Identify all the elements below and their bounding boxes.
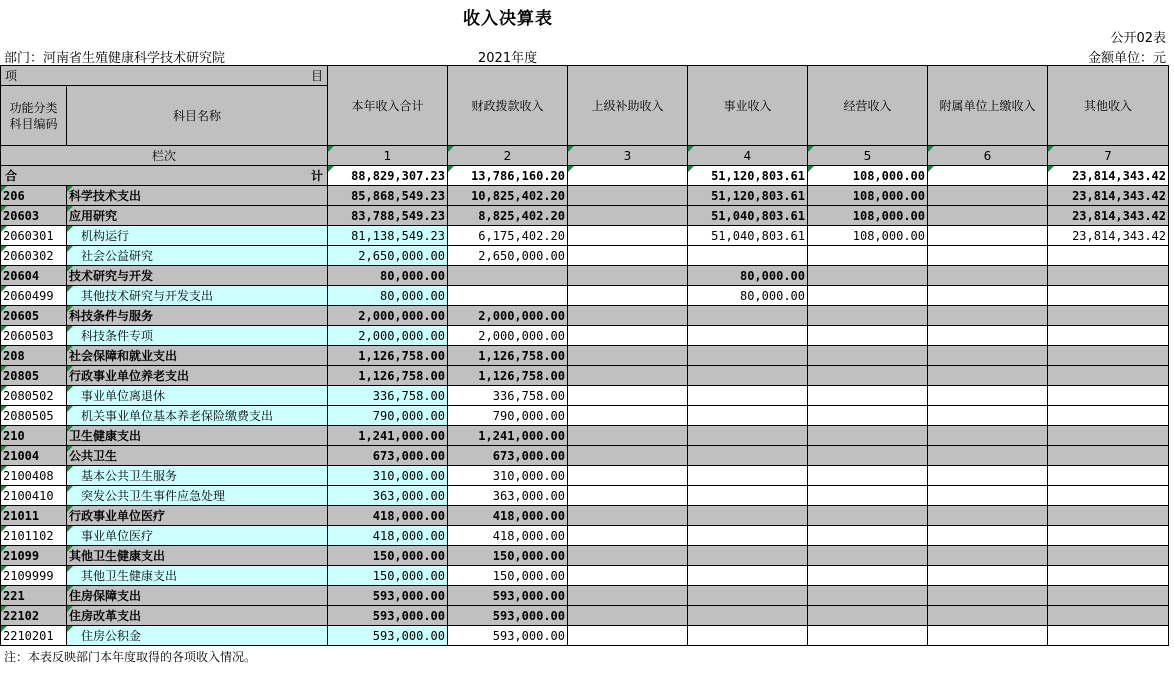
row-value-col-7: [1048, 546, 1169, 566]
row-value-col-6: [928, 626, 1048, 646]
row-value-col-3: [568, 486, 688, 506]
row-value-col-6: [928, 386, 1048, 406]
row-value-col-6: [928, 246, 1048, 266]
row-name: 事业单位医疗: [67, 526, 328, 546]
row-value-col-2: 1,126,758.00: [448, 346, 568, 366]
form-id: 公开02表: [1110, 31, 1166, 46]
row-value-col-6: [928, 346, 1048, 366]
row-value-col-3: [568, 406, 688, 426]
table-row: [1, 266, 1169, 286]
row-value-col-1: 150,000.00: [328, 546, 448, 566]
col-num-6: 6: [928, 146, 1048, 166]
row-value-col-6: [928, 506, 1048, 526]
row-value-col-4: 51,120,803.61: [688, 186, 808, 206]
row-code: 2060499: [1, 286, 67, 306]
row-value-col-5: [808, 386, 928, 406]
mu-label: 目: [310, 69, 323, 83]
row-value-col-4: [688, 526, 808, 546]
row-value-col-7: [1048, 426, 1169, 446]
row-value-col-3: [568, 526, 688, 546]
row-value-col-6: [928, 286, 1048, 306]
row-value-col-3: [568, 346, 688, 366]
table-row: [1, 386, 1169, 406]
row-value-col-2: 1,126,758.00: [448, 366, 568, 386]
row-value-col-1: 1,126,758.00: [328, 366, 448, 386]
total-left: 合: [5, 169, 18, 183]
row-value-col-7: [1048, 286, 1169, 306]
row-value-col-3: [568, 626, 688, 646]
table-row: [1, 506, 1169, 526]
row-name: 公共卫生: [67, 446, 328, 466]
row-value-col-6: [928, 306, 1048, 326]
row-code: 2109999: [1, 566, 67, 586]
row-value-col-4: 80,000.00: [688, 266, 808, 286]
row-value-col-2: 2,000,000.00: [448, 326, 568, 346]
row-value-col-4: [688, 626, 808, 646]
department-label: 部门：河南省生殖健康科学技术研究院: [4, 51, 226, 66]
row-value-col-4: [688, 506, 808, 526]
row-value-col-5: [808, 566, 928, 586]
total-value-5: 108,000.00: [808, 166, 928, 186]
table-row: [1, 486, 1169, 506]
row-value-col-5: [808, 366, 928, 386]
table-row: [1, 366, 1169, 386]
row-value-col-2: 673,000.00: [448, 446, 568, 466]
row-name: 行政事业单位养老支出: [67, 366, 328, 386]
row-value-col-5: [808, 246, 928, 266]
report-title: 收入决算表: [463, 9, 553, 29]
row-value-col-5: [808, 286, 928, 306]
row-value-col-2: 150,000.00: [448, 566, 568, 586]
row-code: 2060302: [1, 246, 67, 266]
row-value-col-4: [688, 466, 808, 486]
row-value-col-2: [448, 286, 568, 306]
footnote: 注：本表反映部门本年度取得的各项收入情况。: [4, 650, 257, 664]
table-row: [1, 226, 1169, 246]
col-header-3: 上级补助收入: [568, 66, 688, 146]
row-name: 技术研究与开发: [67, 266, 328, 286]
table-row: [1, 526, 1169, 546]
row-value-col-5: 108,000.00: [808, 226, 928, 246]
row-value-col-7: [1048, 606, 1169, 626]
row-value-col-1: 1,126,758.00: [328, 346, 448, 366]
row-value-col-6: [928, 606, 1048, 626]
row-value-col-5: [808, 546, 928, 566]
row-value-col-7: [1048, 586, 1169, 606]
row-name: 社会保障和就业支出: [67, 346, 328, 366]
xiang-mu-header: [1, 66, 328, 86]
col-header-1: 本年收入合计: [328, 66, 448, 146]
row-value-col-1: 2,000,000.00: [328, 306, 448, 326]
row-value-col-3: [568, 446, 688, 466]
row-value-col-6: [928, 466, 1048, 486]
table-row: [1, 626, 1169, 646]
row-code: 20605: [1, 306, 67, 326]
row-value-col-6: [928, 426, 1048, 446]
col-num-5: 5: [808, 146, 928, 166]
row-name: 突发公共卫生事件应急处理: [67, 486, 328, 506]
row-name: 住房改革支出: [67, 606, 328, 626]
total-value-4: 51,120,803.61: [688, 166, 808, 186]
row-value-col-6: [928, 406, 1048, 426]
row-value-col-6: [928, 586, 1048, 606]
row-value-col-1: 310,000.00: [328, 466, 448, 486]
row-name: 基本公共卫生服务: [67, 466, 328, 486]
table-row: [1, 426, 1169, 446]
row-value-col-4: 80,000.00: [688, 286, 808, 306]
row-value-col-7: [1048, 306, 1169, 326]
row-value-col-4: [688, 426, 808, 446]
row-value-col-4: [688, 546, 808, 566]
row-value-col-6: [928, 446, 1048, 466]
row-value-col-6: [928, 326, 1048, 346]
row-value-col-2: 336,758.00: [448, 386, 568, 406]
row-code: 208: [1, 346, 67, 366]
row-value-col-4: [688, 366, 808, 386]
row-value-col-4: [688, 566, 808, 586]
row-code: 221: [1, 586, 67, 606]
row-value-col-3: [568, 266, 688, 286]
row-value-col-7: 23,814,343.42: [1048, 206, 1169, 226]
row-name: 应用研究: [67, 206, 328, 226]
row-value-col-5: [808, 306, 928, 326]
row-value-col-7: [1048, 446, 1169, 466]
row-value-col-2: 10,825,402.20: [448, 186, 568, 206]
row-value-col-5: [808, 266, 928, 286]
row-value-col-2: 418,000.00: [448, 506, 568, 526]
row-value-col-2: 1,241,000.00: [448, 426, 568, 446]
row-value-col-2: 2,650,000.00: [448, 246, 568, 266]
row-value-col-3: [568, 366, 688, 386]
row-value-col-2: 2,000,000.00: [448, 306, 568, 326]
row-value-col-3: [568, 306, 688, 326]
row-value-col-7: [1048, 326, 1169, 346]
row-name: 科技条件专项: [67, 326, 328, 346]
row-code: 2101102: [1, 526, 67, 546]
row-value-col-3: [568, 226, 688, 246]
row-code: 21004: [1, 446, 67, 466]
row-name: 事业单位离退休: [67, 386, 328, 406]
total-value-6: [928, 166, 1048, 186]
row-value-col-6: [928, 226, 1048, 246]
table-row: [1, 286, 1169, 306]
col-header-4: 事业收入: [688, 66, 808, 146]
row-code: 2100408: [1, 466, 67, 486]
col-num-3: 3: [568, 146, 688, 166]
row-value-col-2: 8,825,402.20: [448, 206, 568, 226]
row-value-col-4: [688, 326, 808, 346]
row-value-col-2: 593,000.00: [448, 586, 568, 606]
row-value-col-6: [928, 566, 1048, 586]
row-value-col-1: 593,000.00: [328, 586, 448, 606]
row-value-col-5: 108,000.00: [808, 206, 928, 226]
row-value-col-2: 418,000.00: [448, 526, 568, 546]
row-value-col-7: [1048, 246, 1169, 266]
row-value-col-7: [1048, 506, 1169, 526]
row-code: 210: [1, 426, 67, 446]
row-name: 住房保障支出: [67, 586, 328, 606]
row-value-col-3: [568, 246, 688, 266]
row-value-col-6: [928, 366, 1048, 386]
fiscal-year: 2021年度: [478, 51, 538, 66]
row-value-col-7: [1048, 266, 1169, 286]
row-name: 其他卫生健康支出: [67, 546, 328, 566]
name-header: 科目名称: [67, 86, 328, 146]
row-value-col-2: 593,000.00: [448, 606, 568, 626]
row-value-col-7: 23,814,343.42: [1048, 186, 1169, 206]
row-value-col-7: [1048, 566, 1169, 586]
xiang-label: 项: [5, 69, 18, 83]
row-value-col-3: [568, 386, 688, 406]
row-value-col-1: 80,000.00: [328, 286, 448, 306]
row-name: 其他卫生健康支出: [67, 566, 328, 586]
row-value-col-1: 2,650,000.00: [328, 246, 448, 266]
row-value-col-5: [808, 466, 928, 486]
currency-unit: 金额单位：元: [1087, 51, 1166, 66]
row-code: 22102: [1, 606, 67, 626]
total-value-3: [568, 166, 688, 186]
row-value-col-4: 51,040,803.61: [688, 206, 808, 226]
row-value-col-7: [1048, 626, 1169, 646]
row-value-col-5: [808, 326, 928, 346]
total-value-1: 88,829,307.23: [328, 166, 448, 186]
row-value-col-1: 80,000.00: [328, 266, 448, 286]
row-value-col-2: 150,000.00: [448, 546, 568, 566]
row-name: 科学技术支出: [67, 186, 328, 206]
row-value-col-3: [568, 586, 688, 606]
row-value-col-4: [688, 246, 808, 266]
row-value-col-6: [928, 186, 1048, 206]
table-row: [1, 606, 1169, 626]
row-value-col-1: 2,000,000.00: [328, 326, 448, 346]
income-table: [0, 65, 1169, 646]
row-name: 社会公益研究: [67, 246, 328, 266]
row-value-col-1: 83,788,549.23: [328, 206, 448, 226]
row-value-col-1: 81,138,549.23: [328, 226, 448, 246]
row-value-col-7: [1048, 366, 1169, 386]
table-row: [1, 406, 1169, 426]
row-value-col-3: [568, 506, 688, 526]
row-code: 206: [1, 186, 67, 206]
row-value-col-3: [568, 326, 688, 346]
total-right: 计: [310, 169, 323, 183]
row-name: 机关事业单位基本养老保险缴费支出: [67, 406, 328, 426]
row-value-col-3: [568, 566, 688, 586]
row-value-col-1: 790,000.00: [328, 406, 448, 426]
row-name: 科技条件与服务: [67, 306, 328, 326]
row-value-col-2: [448, 266, 568, 286]
row-value-col-6: [928, 486, 1048, 506]
row-name: 卫生健康支出: [67, 426, 328, 446]
col-header-2: 财政拨款收入: [448, 66, 568, 146]
row-value-col-5: [808, 446, 928, 466]
table-row: [1, 466, 1169, 486]
row-value-col-2: 790,000.00: [448, 406, 568, 426]
row-value-col-5: 108,000.00: [808, 186, 928, 206]
row-code: 21099: [1, 546, 67, 566]
row-value-col-3: [568, 206, 688, 226]
row-value-col-5: [808, 526, 928, 546]
row-value-col-2: 593,000.00: [448, 626, 568, 646]
row-value-col-5: [808, 606, 928, 626]
row-value-col-3: [568, 546, 688, 566]
row-value-col-4: [688, 486, 808, 506]
row-value-col-6: [928, 546, 1048, 566]
row-value-col-4: 51,040,803.61: [688, 226, 808, 246]
row-value-col-4: [688, 346, 808, 366]
row-value-col-1: 593,000.00: [328, 626, 448, 646]
row-code: 20604: [1, 266, 67, 286]
row-value-col-7: [1048, 406, 1169, 426]
row-value-col-2: 6,175,402.20: [448, 226, 568, 246]
row-value-col-3: [568, 286, 688, 306]
row-value-col-3: [568, 426, 688, 446]
row-code: 2080502: [1, 386, 67, 406]
row-value-col-5: [808, 406, 928, 426]
table-row: [1, 586, 1169, 606]
row-value-col-1: 593,000.00: [328, 606, 448, 626]
row-value-col-4: [688, 306, 808, 326]
row-value-col-1: 673,000.00: [328, 446, 448, 466]
row-code: 20603: [1, 206, 67, 226]
col-num-7: 7: [1048, 146, 1169, 166]
row-name: 住房公积金: [67, 626, 328, 646]
row-value-col-3: [568, 186, 688, 206]
row-value-col-4: [688, 386, 808, 406]
row-value-col-2: 310,000.00: [448, 466, 568, 486]
row-value-col-1: 418,000.00: [328, 506, 448, 526]
row-value-col-2: 363,000.00: [448, 486, 568, 506]
table-row: [1, 186, 1169, 206]
row-name: 行政事业单位医疗: [67, 506, 328, 526]
row-value-col-5: [808, 586, 928, 606]
row-value-col-1: 1,241,000.00: [328, 426, 448, 446]
col-header-6: 附属单位上缴收入: [928, 66, 1048, 146]
row-code: 2060503: [1, 326, 67, 346]
row-value-col-4: [688, 446, 808, 466]
table-row: [1, 566, 1169, 586]
row-value-col-3: [568, 466, 688, 486]
row-value-col-5: [808, 626, 928, 646]
table-row: [1, 246, 1169, 266]
col-num-1: 1: [328, 146, 448, 166]
table-row: [1, 346, 1169, 366]
total-label: [1, 166, 328, 186]
row-name: 机构运行: [67, 226, 328, 246]
row-value-col-6: [928, 266, 1048, 286]
row-value-col-5: [808, 346, 928, 366]
row-code: 2210201: [1, 626, 67, 646]
row-value-col-7: [1048, 346, 1169, 366]
row-value-col-7: 23,814,343.42: [1048, 226, 1169, 246]
table-row: [1, 546, 1169, 566]
row-value-col-3: [568, 606, 688, 626]
row-value-col-4: [688, 606, 808, 626]
table-row: [1, 306, 1169, 326]
row-value-col-7: [1048, 526, 1169, 546]
row-value-col-6: [928, 206, 1048, 226]
row-code: 2100410: [1, 486, 67, 506]
row-value-col-5: [808, 506, 928, 526]
lanci-label: 栏次: [1, 146, 328, 166]
row-value-col-7: [1048, 486, 1169, 506]
row-value-col-1: 363,000.00: [328, 486, 448, 506]
row-value-col-1: 418,000.00: [328, 526, 448, 546]
row-code: 21011: [1, 506, 67, 526]
table-row: [1, 446, 1169, 466]
row-value-col-4: [688, 586, 808, 606]
row-value-col-6: [928, 526, 1048, 546]
row-name: 其他技术研究与开发支出: [67, 286, 328, 306]
row-value-col-7: [1048, 466, 1169, 486]
col-header-7: 其他收入: [1048, 66, 1169, 146]
row-value-col-4: [688, 406, 808, 426]
row-value-col-5: [808, 426, 928, 446]
row-value-col-1: 85,868,549.23: [328, 186, 448, 206]
row-code: 2080505: [1, 406, 67, 426]
col-num-2: 2: [448, 146, 568, 166]
col-header-5: 经营收入: [808, 66, 928, 146]
row-value-col-1: 150,000.00: [328, 566, 448, 586]
table-row: [1, 206, 1169, 226]
row-code: 20805: [1, 366, 67, 386]
table-row: [1, 326, 1169, 346]
row-value-col-5: [808, 486, 928, 506]
row-code: 2060301: [1, 226, 67, 246]
row-value-col-7: [1048, 386, 1169, 406]
total-value-2: 13,786,160.20: [448, 166, 568, 186]
total-value-7: 23,814,343.42: [1048, 166, 1169, 186]
row-value-col-1: 336,758.00: [328, 386, 448, 406]
col-num-4: 4: [688, 146, 808, 166]
code-header: 功能分类 科目编码: [1, 86, 67, 146]
